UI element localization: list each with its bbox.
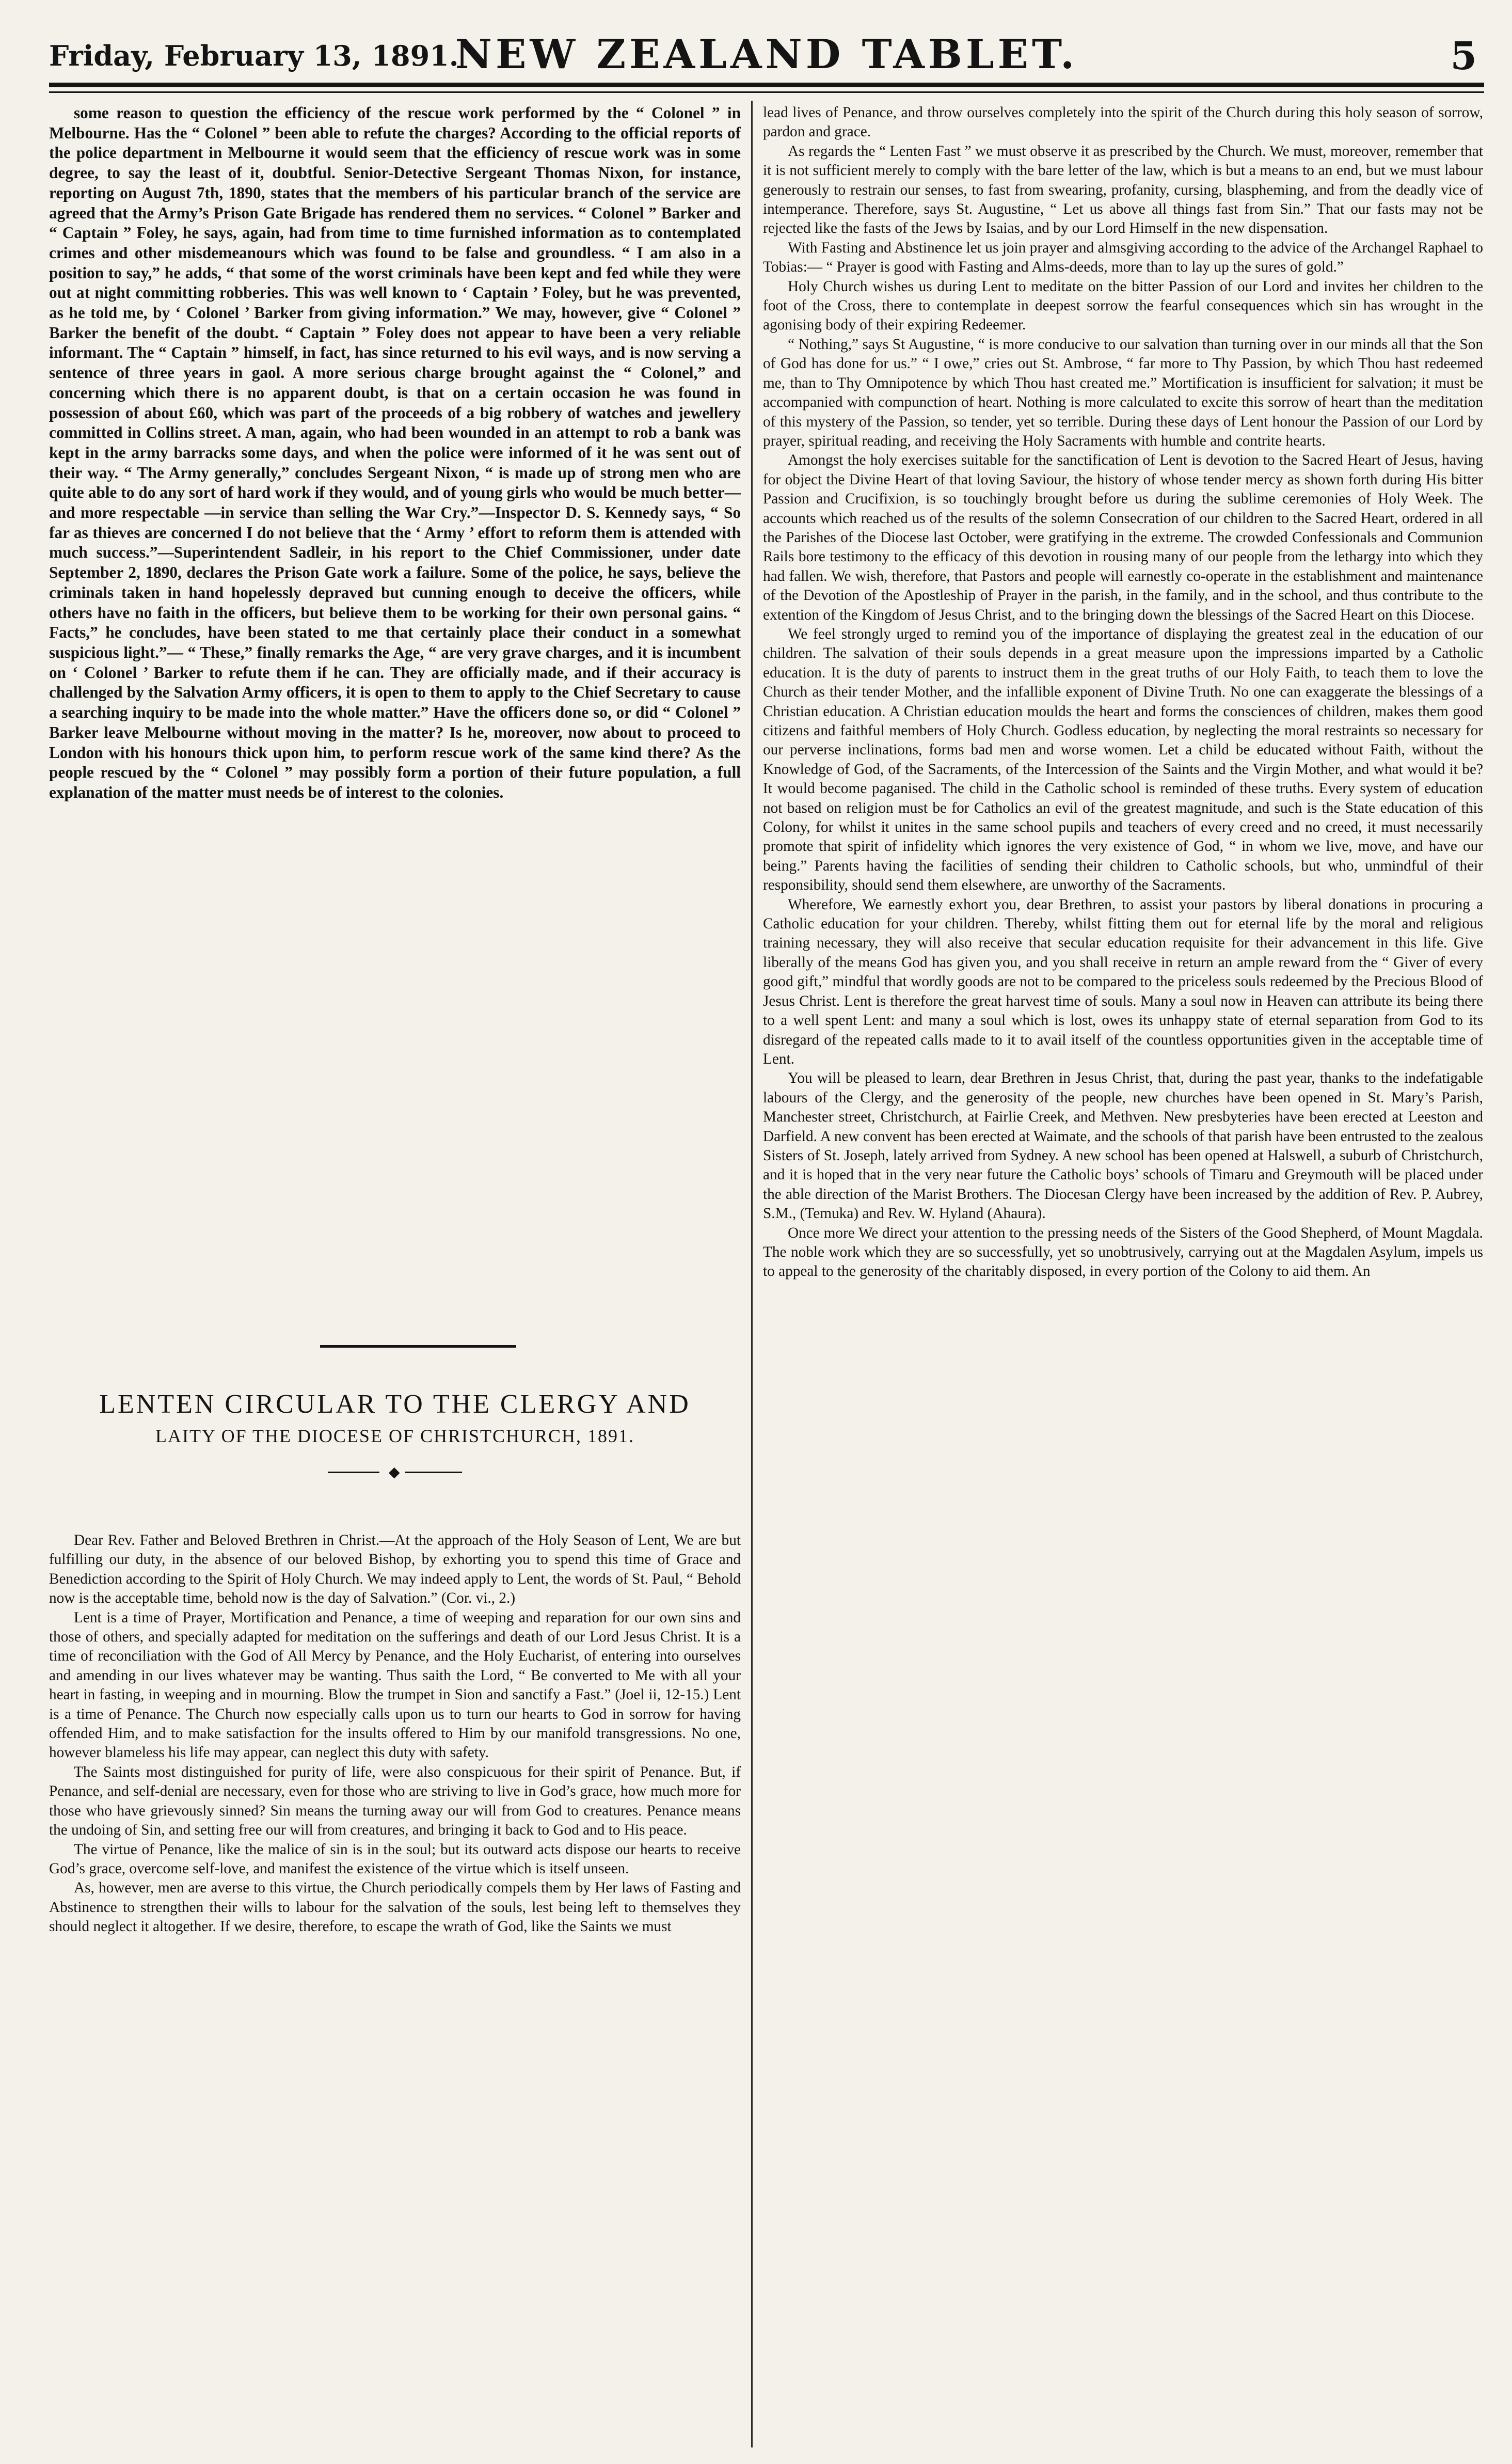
lenten-circular-part-2 bbox=[763, 103, 1483, 2442]
article-paragraph: some reason to question the efficiency of the rescue work performed by the “ Colonel ” in Melbourne. Has the “ Colonel ” been able to refute the charges? According to the official reports of the police department in Melbourne it would seem that the efficiency of rescue work was in some degree, to say the least of it, doubtful. Senior-Detective Sergeant Thomas Nixon, for instance, reporting on August 7th, 1890, states that the members of his particular branch of the service are agreed that the Army’s Prison Gate Brigade has rendered them no services. “ Colonel ” Barker and “ Captain ” Foley, he says, again, had from time to time furnished information as to contemplated crimes and other misdemeanours which was found to be false and groundless. “ I am also in a position to say,” he adds, “ that some of the worst criminals have been kept and fed while they were out at night committing robberies. This was well known to ‘ Captain ’ Foley, but he was prevented, as he told me, by ‘ Colonel ’ Barker from giving information.” We may, however, give “ Colonel ” Barker the benefit of the doubt. “ Captain ” Foley does not appear to have been a very reliable informant. The “ Captain ” himself, in fact, has since returned to his evil ways, and is now serving a sentence of three years in gaol. A more serious charge brought against the “ Colonel,” and concerning which there is no apparent doubt, is that on a certain occasion he was found in possession of about £60, which was part of the proceeds of a big robbery of watches and jewellery committed in Collins street. A man, again, who had been wounded in an attempt to rob a bank was kept in the army barracks some days, and when the police were informed of it he was sent out of their way. “ The Army generally,” concludes Sergeant Nixon, “ is made up of strong men who are quite able to do any sort of hard work if they would, and of young girls who would be much better—and more respectable —in service than selling the War Cry.”—Inspector D. S. Kennedy says, “ So far as thieves are concerned I do not believe that the ‘ Army ’ effort to reform them is attended with much success.”—Superintendent Sadleir, in his report to the Chief Commissioner, under date September 2, 1890, declares the Prison Gate work a failure. Some of the police, he says, believe the criminals taken in hand hopelessly depraved but cunning enough to deceive the officers, while others have no faith in the officers, but believe them to be working for their own personal gains. “ Facts,” he concludes, have been stated to me that certainly place their conduct in a somewhat suspicious light.”— “ These,” finally remarks the Age, “ are very grave charges, and it is incumbent on ‘ Colonel ’ Barker to refute them if he can. They are officially made, and if their accuracy is challenged by the Salvation Army officers, it is open to them to apply to the Chief Secretary to cause a searching inquiry to be made into the whole matter.” Have the officers done so, or did “ Colonel ” Barker leave Melbourne without moving in the matter? Is he, moreover, now about to proceed to London with his honours thick upon him, to perform rescue work of the same kind there? As the people rescued by the “ Colonel ” may possibly form a portion of their future population, a full explanation of the matter must needs be of interest to the colonies. bbox=[49, 104, 741, 801]
circular-paragraph: Holy Church wishes us during Lent to meditate on the bitter Passion of our Lord and invites her children to the foot of the Cross, there to contemplate in deepest sorrow the fearful consequences which sin has wrought in the agonising body of their expiring Redeemer. bbox=[763, 278, 1483, 334]
circular-paragraph: Lent is a time of Prayer, Mortification and Penance, a time of weeping and reparation for our own sins and those of others, and specially adapted for meditation on the sufferings and death of our Lord Jesus Christ. It is a time of reconciliation with the God of All Mercy by Penance, and the Holy Eucharist, of entering into ourselves and amending in our lives whatever may be wanting. Thus saith the Lord, “ Be converted to Me with all your heart in fasting, in weeping and in mourning. Blow the trumpet in Sion and sanctify a Fast.” (Joel ii, 12-15.) Lent is a time of Penance. The Church now especially calls upon us to turn our hearts to God in sorrow for having offended Him, and to make satisfaction for the insults offered to Him by our manifold transgressions. No one, however blameless his life may appear, can neglect this duty with safety. bbox=[49, 1609, 741, 1761]
circular-paragraph: You will be pleased to learn, dear Brethren in Jesus Christ, that, during the past year, thanks to the indefatigable labours of the Clergy, and the generosity of the people, new churches have been opened in St. Mary’s Parish, Manchester street, Christchurch, at Fairlie Creek, and Methven. New presbyteries have been erected at Leeston and Darfield. A new convent has been erected at Waimate, and the schools of that parish have been entrusted to the zealous Sisters of St. Joseph, lately arrived from Sydney. A new school has been opened at Halswell, a suburb of Christchurch, and it is hoped that in the very near future the Catholic boys’ schools of Timaru and Greymouth will be placed under the able direction of the Marist Brothers. The Diocesan Clergy have been increased by the addition of Rev. P. Aubrey, S.M., (Temuka) and Rev. W. Hyland (Ahaura). bbox=[763, 1070, 1483, 1222]
circular-paragraph: Wherefore, We earnestly exhort you, dear Brethren, to assist your pastors by liberal donations in procuring a Catholic education for your children. Thereby, whilst fitting them out for eternal life by the moral and religious training necessary, they will also receive that secular education requisite for their advancement in this life. Give liberally of the means God has given you, and you shall receive in return an ample reward from the “ Giver of every good gift,” mindful that wordly goods are not to be compared to the priceless souls redeemed by the Precious Blood of Jesus Christ. Lent is therefore the great harvest time of souls. Many a soul now in Heaven can attribute its being there to a well spent Lent: and many a soul which is lost, owes its unhappy state of eternal separation from God to its disregard of the repeated calls made to it to avail itself of the countless opportunities given in the acceptable time of Lent. bbox=[763, 896, 1483, 1067]
circular-paragraph: With Fasting and Abstinence let us join prayer and almsgiving according to the advice of the Archangel Raphael to Tobias:— “ Prayer is good with Fasting and Alms-deeds, more than to lay up the sures of gold.” bbox=[763, 239, 1483, 276]
circular-paragraph: As, however, men are averse to this virtue, the Church periodically compels them by Her laws of Fasting and Abstinence to strengthen their wills to labour for the salvation of the souls, lest being left to themselves they should neglect it altogether. If we desire, therefore, to escape the wrath of God, like the Saints we must bbox=[49, 1879, 741, 1935]
lenten-circular-part-1 bbox=[49, 1531, 741, 2445]
circular-paragraph: We feel strongly urged to remind you of the importance of displaying the greatest zeal in the education of our children. The salvation of their souls depends in a great measure upon the impressions imparted by a Catholic education. It is the duty of parents to instruct them in the great truths of our Holy Faith, to teach them to love the Church as their tender Mother, and the infallible exponent of Divine Truth. No one can exaggerate the blessings of a Christian education. A Christian education moulds the heart and forms the consciences of children, makes them good citizens and faithful members of Holy Church. Godless education, by neglecting the moral restraints so necessary for our perverse inclinations, forms bad men and worse women. Let a child be educated without Faith, without the Knowledge of God, of the Sacraments, of the Intercession of the Saints and the Virgin Mother, and what would it be? It would become paganised. The child in the Catholic school is reminded of these truths. Every system of education not based on religion must be for Catholics an evil of the greatest magnitude, and such is the State education of this Colony, for whilst it unites in the same school pupils and teachers of every creed and no creed, it must necessarily promote that spirit of infidelity which ignores the very existence of God, “ in whom we live, move, and have our being.” Parents having the facilities of sending their children to Catholic schools, but who, unmindful of their responsibility, should send them elsewhere, are unworthy of the Sacraments. bbox=[763, 625, 1483, 894]
column-divider bbox=[751, 101, 753, 2447]
diamond-ornament-icon: ◆ bbox=[389, 1464, 400, 1480]
circular-heading: LENTEN CIRCULAR TO THE CLERGY AND bbox=[99, 1389, 691, 1419]
circular-paragraph: “ Nothing,” says St Augustine, “ is more conducive to our salvation than turning over in our minds all that the Son of God has done for us.” “ I owe,” cries out St. Ambrose, “ far more to Thy Passion, by which Thou hast redeemed me, than to Thy Omnipotence by which Thou hast created me.” Mortification is insufficient for salvation; it must be accompanied with compunction of heart. Nothing is more calculated to excite this sorrow of heart than the meditation of this mystery of the Passion, so tender, yet so terrible. During these days of Lent honour the Passion of our Lord by prayer, spiritual reading, and receiving the Holy Sacraments with humble and contrite hearts. bbox=[763, 336, 1483, 449]
newspaper-title: NEW ZEALAND TABLET. bbox=[455, 31, 1078, 78]
circular-paragraph: Dear Rev. Father and Beloved Brethren in Christ.—At the approach of the Holy Season of Lent, We are but fulfilling our duty, in the absence of our beloved Bishop, by exhorting you to spend this time of Grace and Benediction according to the Spirit of Holy Church. We may indeed apply to Lent, the words of St. Paul, “ Behold now is the acceptable time, behold now is the day of Salvation.” (Cor. vi., 2.) bbox=[49, 1532, 741, 1607]
page-number: 5 bbox=[1450, 34, 1477, 78]
masthead bbox=[49, 31, 1484, 80]
issue-date: Friday, February 13, 1891. bbox=[49, 39, 459, 72]
circular-subheading: LAITY OF THE DIOCESE OF CHRISTCHURCH, 1891. bbox=[155, 1426, 635, 1446]
circular-paragraph: As regards the “ Lenten Fast ” we must observe it as prescribed by the Church. We must, moreover, remember that it is not sufficient merely to comply with the bare letter of the law, which is but a means to an end, but we must labour generously to restrain our senses, to fast from swearing, profanity, cursing, blaspheming, and from the deadly vice of intemperance. Therefore, says St. Augustine, “ Let us above all things fast from Sin.” That our fasts may not be rejected like the fasts of the Jews by Isaias, and by our Lord Himself in the new dispensation. bbox=[763, 143, 1483, 237]
circular-paragraph: lead lives of Penance, and throw ourselves completely into the spirit of the Church during this holy season of sorrow, pardon and grace. bbox=[763, 104, 1483, 140]
circular-paragraph: The Saints most distinguished for purity of life, were also conspicuous for their spirit of Penance. But, if Penance, and self-denial are necessary, even for those who are striving to live in God’s grace, how much more for those who have grievously sinned? Sin means the turning away our will from God to creatures. Penance means the undoing of Sin, and setting free our will from creatures, and bringing it back to God and to His peace. bbox=[49, 1763, 741, 1839]
masthead-rule-thick bbox=[49, 83, 1484, 87]
circular-paragraph: The virtue of Penance, like the malice of sin is in the soul; but its outward acts dispose our hearts to receive God’s grace, overcome self-love, and manifest the existence of the virtue which is itself unseen. bbox=[49, 1841, 741, 1877]
article-salvation-army-continued bbox=[49, 103, 741, 1306]
circular-paragraph: Once more We direct your attention to the pressing needs of the Sisters of the Good Shepherd, of Mount Magdala. The noble work which they are so successfully, yet so unobtrusively, carrying out at the Magdalen Asylum, impels us to appeal to the generosity of the charitably disposed, in every portion of the Colony to aid them. An bbox=[763, 1224, 1483, 1280]
ornament-divider bbox=[328, 1466, 462, 1479]
masthead-rule-thin bbox=[49, 91, 1484, 93]
circular-paragraph: Amongst the holy exercises suitable for the sanctification of Lent is devotion to the Sacred Heart of Jesus, having for object the Divine Heart of that loving Saviour, the history of whose tender mercy as shown forth during His bitter Passion and Crucifixion, is so touchingly brought before us during the sublime ceremonies of Holy Week. The accounts which reached us of the results of the solemn Consecration of our children to the Sacred Heart, ordered in all the Parishes of the Diocese last October, were gratifying in the extreme. The crowded Confessionals and Communion Rails bore testimony to the efficacy of this devotion in rousing many of our people from the lethargy into which they had fallen. We wish, therefore, that Pastors and people will earnestly co-operate in the establishment and maintenance of the Devotion of the Apostleship of Prayer in the parish, in the family, and in the school, and thus contribute to the extention of the Kingdom of Jesus Christ, and to the bringing down the blessings of the Sacred Heart on this Diocese. bbox=[763, 452, 1483, 623]
article-separator-rule bbox=[320, 1345, 516, 1348]
